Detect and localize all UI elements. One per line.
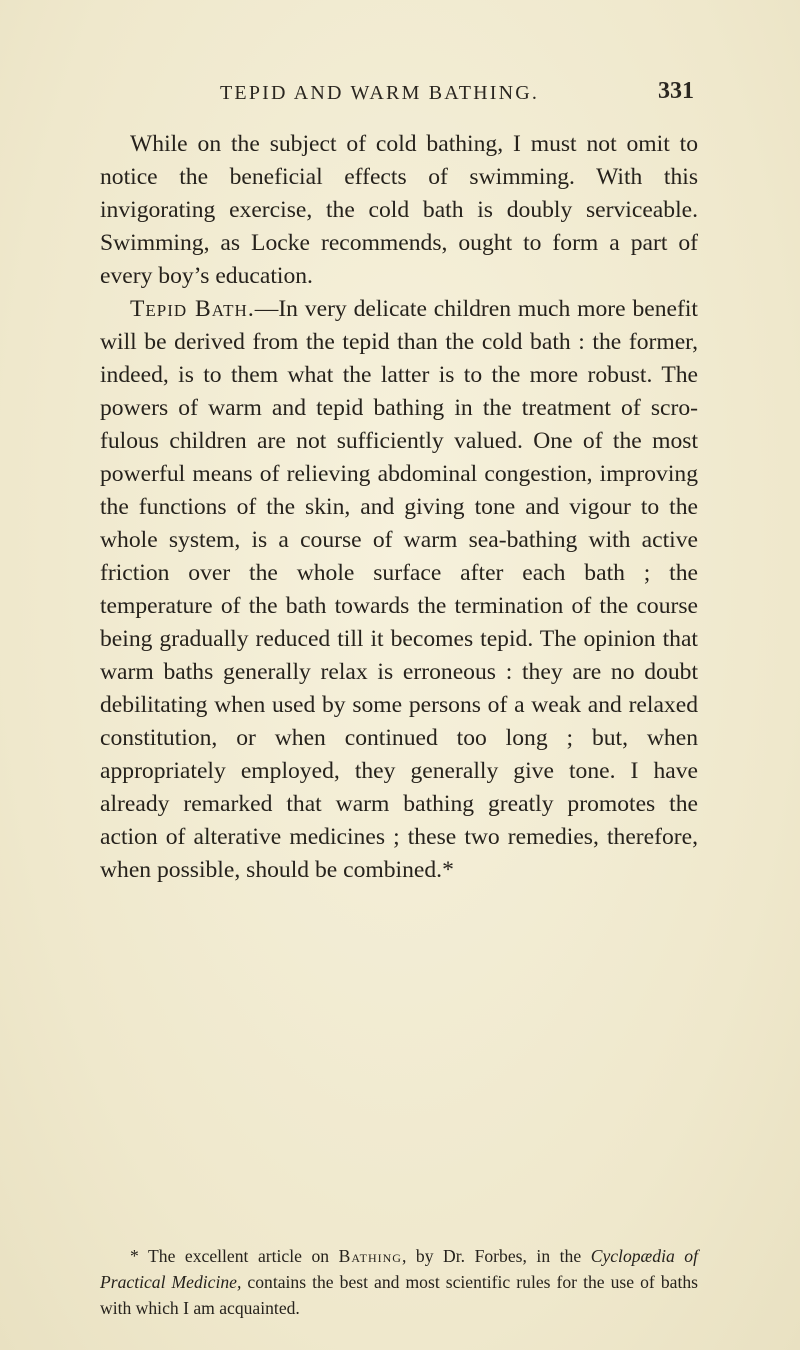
paragraph-tepid-bath-text: —In very delicate children much more benefit will be derived from the tepid than the cold bath : the former, indeed, is to them what the latter is to the more robust. The powers of warm and tepid bathing in the treatment of scrofulous children are not sufficiently valued. One of the most powerful means of relieving abdominal congestion, improving the functions of the skin, and giving tone and vigour to the whole system, is a course of warm sea-bathing with active friction over the whole surface after each bath ; the temperature of the bath towards the termination of the course being gradually reduced till it becomes tepid. The opinion that warm baths generally relax is erroneous : they are no doubt debilitating when used by some persons of a weak and relaxed constitution, or when continued too long ; but, when appropriately employed, they generally give tone. I have already remarked that warm bathing greatly promotes the action of alterative medicines ; these two remedies, therefore, when possible, should be combined.* xyxy=(100,296,698,883)
running-head: TEPID AND WARM BATHING. xyxy=(220,82,540,104)
footnote-text xyxy=(100,1243,698,1321)
page-header xyxy=(100,80,700,110)
page-number: 331 xyxy=(658,78,694,104)
footnote-suffix: contains the best and most scientific rules for the use of baths with which I am acquainted. xyxy=(100,1272,698,1318)
footnote-prefix: * The excellent article on xyxy=(130,1246,339,1266)
footnote xyxy=(100,1243,698,1321)
section-heading-tepid-bath: Tepid Bath. xyxy=(130,296,255,322)
paragraph-swimming: While on the subject of cold bathing, I must not omit to notice the beneficial effects of swimming. With this invigorating exercise, the cold bath is doubly serviceable. Swimming, as Locke recommends, ought to form a part of every boy’s education. xyxy=(100,131,698,289)
body-text xyxy=(100,128,698,887)
footnote-work-title: Cyclopædia of Practical Medicine, xyxy=(100,1246,698,1292)
footnote-middle: , by Dr. Forbes, in the xyxy=(401,1246,591,1266)
paragraph-tepid-bath xyxy=(100,293,698,887)
footnote-article-title: Bathing xyxy=(338,1246,402,1266)
